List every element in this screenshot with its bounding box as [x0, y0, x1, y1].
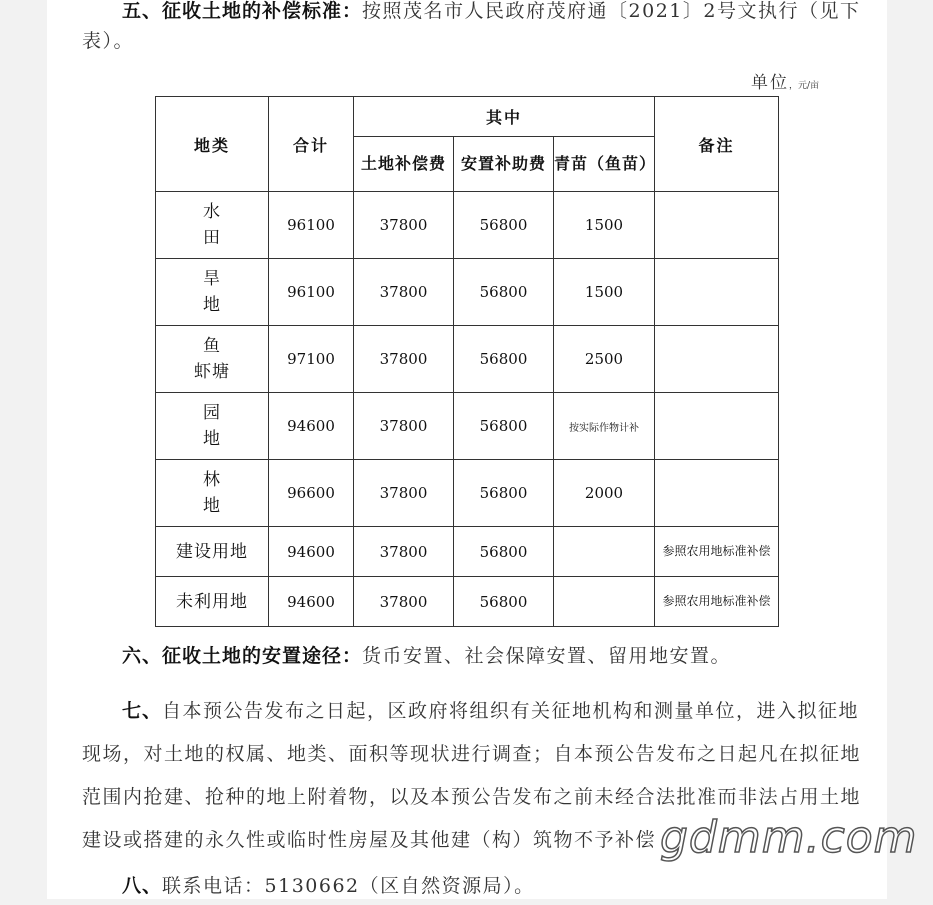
table-row [156, 192, 779, 259]
cell-remark [655, 393, 779, 460]
section-7-heading: 七、 [122, 700, 163, 722]
header-crops: 青苗（鱼苗） [554, 137, 655, 192]
cell-resettle: 56800 [454, 259, 554, 326]
cell-remark [655, 192, 779, 259]
header-type: 地类 [156, 97, 269, 192]
cell-type: 林 地 [156, 460, 269, 527]
cell-type: 鱼 虾塘 [156, 326, 269, 393]
cell-total: 97100 [269, 326, 354, 393]
section-6-heading: 六、征收土地的安置途径： [122, 645, 363, 667]
table-row [156, 460, 779, 527]
cell-total: 96600 [269, 460, 354, 527]
cell-type: 建设用地 [156, 527, 269, 577]
cell-type: 水 田 [156, 192, 269, 259]
cell-land: 37800 [354, 259, 454, 326]
cell-total: 94600 [269, 577, 354, 627]
cell-total: 96100 [269, 192, 354, 259]
cell-remark: 参照农用地标准补偿 [655, 577, 779, 627]
section-7-text: 自本预公告发布之日起，区政府将组织有关征地机构和测量单位，进入拟征地现场，对土地的权属、地类、面积等现状进行调查；自本预公告发布之日起凡在拟征地范围内抢建、抢种的地上附着物，以及本预公告发布之前未经合法批准而非法占用土地建设或搭建的永久性或临时性房屋及其他建（构）筑物不予补偿 [82, 700, 862, 851]
header-land: 土地补偿费 [354, 137, 454, 192]
table-row [156, 527, 779, 577]
cell-total: 94600 [269, 527, 354, 577]
cell-crops: 按实际作物计补 [554, 393, 655, 460]
cell-land: 37800 [354, 393, 454, 460]
cell-remark [655, 326, 779, 393]
cell-land: 37800 [354, 326, 454, 393]
cell-land: 37800 [354, 192, 454, 259]
header-remark: 备注 [655, 97, 779, 192]
header-total: 合计 [269, 97, 354, 192]
header-resettle: 安置补助费 [454, 137, 554, 192]
table-row [156, 393, 779, 460]
cell-crops: 2000 [554, 460, 655, 527]
watermark: gdmm.com [660, 812, 918, 863]
header-group: 其中 [354, 97, 655, 137]
cell-crops: 1500 [554, 192, 655, 259]
cell-remark [655, 460, 779, 527]
cell-resettle: 56800 [454, 192, 554, 259]
unit-sub: ，元/亩 [789, 81, 820, 91]
cell-type: 未利用地 [156, 577, 269, 627]
section-5 [82, 0, 862, 56]
section-8 [82, 868, 862, 905]
cell-remark [655, 259, 779, 326]
cell-resettle: 56800 [454, 326, 554, 393]
cell-crops: 2500 [554, 326, 655, 393]
cell-resettle: 56800 [454, 527, 554, 577]
compensation-table [155, 96, 779, 627]
section-6 [82, 638, 862, 675]
unit-label [751, 68, 819, 93]
unit-main: 单位 [751, 73, 789, 93]
cell-remark: 参照农用地标准补偿 [655, 527, 779, 577]
cell-total: 96100 [269, 259, 354, 326]
cell-type: 旱 地 [156, 259, 269, 326]
cell-total: 94600 [269, 393, 354, 460]
cell-crops [554, 577, 655, 627]
section-5-heading: 五、征收土地的补偿标准： [122, 0, 363, 22]
cell-crops [554, 527, 655, 577]
cell-crops: 1500 [554, 259, 655, 326]
cell-resettle: 56800 [454, 577, 554, 627]
section-8-heading: 八、 [122, 875, 163, 897]
table-row [156, 326, 779, 393]
section-8-text: 联系电话：5130662（区自然资源局）。 [162, 875, 535, 897]
section-6-text: 货币安置、社会保障安置、留用地安置。 [362, 645, 732, 667]
table-row [156, 577, 779, 627]
cell-land: 37800 [354, 527, 454, 577]
cell-land: 37800 [354, 577, 454, 627]
cell-land: 37800 [354, 460, 454, 527]
table-row [156, 259, 779, 326]
cell-type: 园 地 [156, 393, 269, 460]
cell-resettle: 56800 [454, 393, 554, 460]
cell-resettle: 56800 [454, 460, 554, 527]
section-5-text: 按照茂名市人民政府茂府通〔2021〕2号文执行（见下表）。 [82, 0, 861, 52]
